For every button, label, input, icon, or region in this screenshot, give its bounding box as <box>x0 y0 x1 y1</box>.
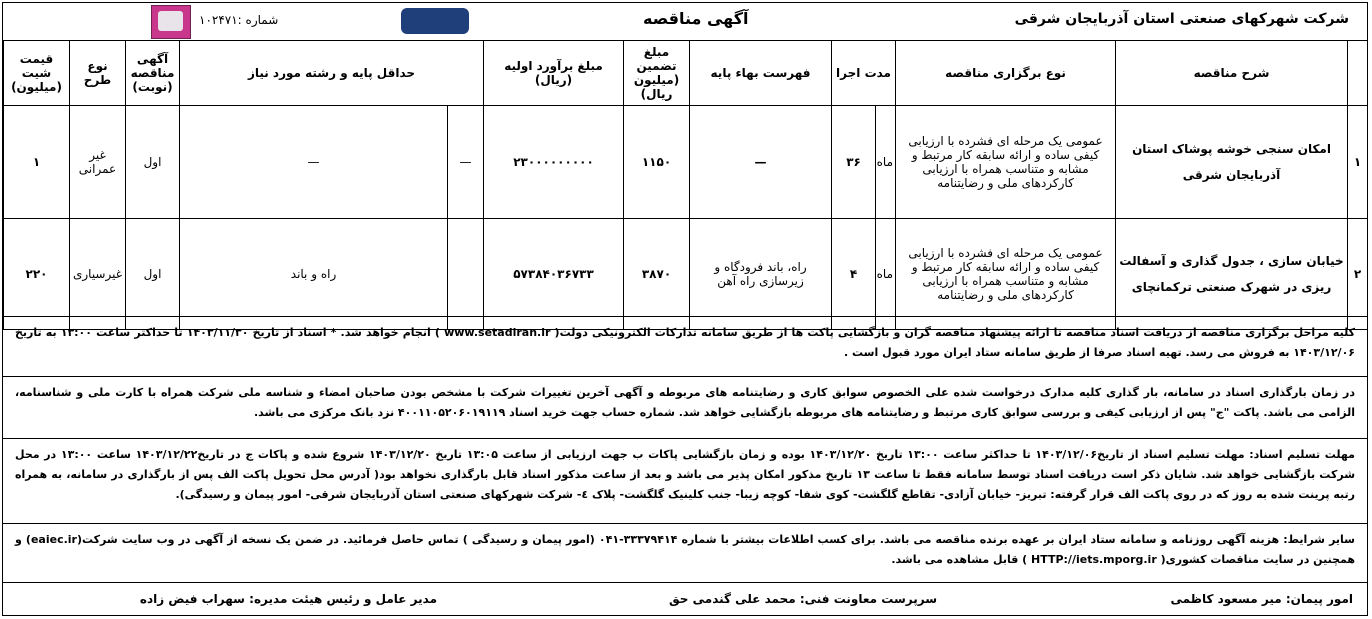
row-guarantee: ۱۱۵۰ <box>624 106 690 219</box>
header-credit: قیمت شیت (میلیون) <box>4 41 70 106</box>
header-duration: مدت اجرا <box>832 41 896 106</box>
row-guarantee: ۳۸۷۰ <box>624 219 690 330</box>
row-description: خیابان سازی ، جدول گذاری و آسفالت ریزی در شهرک صنعتی ترکمانچای <box>1116 219 1348 330</box>
row-price-list: — <box>690 106 832 219</box>
header-description: شرح مناقصه <box>1116 41 1348 106</box>
row-estimate: ۵۷۳۸۴۰۳۶۷۳۳ <box>484 219 624 330</box>
header-guarantee: مبلغ تضمین (میلیون ریال) <box>624 41 690 106</box>
row-price-list: راه، باند فرودگاه و زیرسازی راه آهن <box>690 219 832 330</box>
row-credit: ۱ <box>4 106 70 219</box>
row-plan-type: غیرسیاری <box>70 219 126 330</box>
tender-notice <box>2 2 1368 616</box>
newspaper-logo-icon <box>401 8 469 34</box>
header-plan-type: نوع طرح <box>70 41 126 106</box>
row-duration-value: ۳۶ <box>832 106 876 219</box>
row-min-grade-2 <box>448 219 484 330</box>
row-credit: ۲۲۰ <box>4 219 70 330</box>
row-plan-type: غیر عمرانی <box>70 106 126 219</box>
tender-table <box>3 40 1368 330</box>
contracts-signatory: امور پیمان: میر مسعود کاظمی <box>1170 592 1353 606</box>
header-band <box>3 3 1367 41</box>
signature-row <box>3 582 1367 615</box>
company-name: شرکت شهرکهای صنعتی استان آذربایجان شرقی <box>1014 11 1349 27</box>
row-type: عمومی یک مرحله ای فشرده با ارزیابی کیفی ساده و ارائه سابقه کار مرتبط و مشابه و متناسب همراه با ارزیابی کارکردهای ملی و رضایتنامه <box>896 219 1116 330</box>
row-description: امکان سنجی خوشه پوشاک استان آذربایجان شرقی <box>1116 106 1348 219</box>
table-row <box>4 106 1368 219</box>
table-row <box>4 219 1368 330</box>
technical-signatory: سرپرست معاونت فنی: محمد علی گندمی حق <box>668 592 937 606</box>
header-estimate: مبلغ برآورد اولیه (ریال) <box>484 41 624 106</box>
ceo-signatory: مدیر عامل و رئیس هیئت مدیره: سهراب فیض زاده <box>139 592 437 606</box>
header-no <box>1348 41 1368 106</box>
row-min-grade-2: — <box>448 106 484 219</box>
header-min-grade: حداقل پایه و رشته مورد نیاز <box>180 41 484 106</box>
paragraph-other-terms: سایر شرایط: هزینه آگهی روزنامه و سامانه ستاد ایران بر عهده برنده مناقصه می باشد. برای کسب اطلاعات بیشتر با شماره ۳۳۳۷۹۴۱۴-۰۴۱ (امور پیمان و رسیدگی ) تماس حاصل فرمائید. در ضمن یک نسخه از آگهی در وب سایت شرکت(eaiec.ir) و همچنین در سایت مناقصات کشوری( HTTP://iets.mporg.ir ) قابل مشاهده می باشد. <box>3 523 1367 585</box>
row-number: ۱ <box>1348 106 1368 219</box>
row-number: ۲ <box>1348 219 1368 330</box>
row-min-grade-1: — <box>180 106 448 219</box>
row-duration-unit: ماه <box>876 106 896 219</box>
paragraph-process: کلیه مراحل برگزاری مناقصه از دریافت اسناد مناقصه تا ارائه پیشنهاد مناقصه گران و بازگشایی پاکت ها از طریق سامانه تدارکات الکترونیکی دولت( www.setadiran.ir ) انجام خواهد شد. * اسناد از تاریخ ۱۴۰۳/۱۱/۳۰ تا حداکثر ساعت ۱۳:۰۰ به تاریخ ۱۴۰۳/۱۲/۰۶ به فروش می رسد. تهیه اسناد صرفا از طریق سامانه ستاد ایران مورد قبول است . <box>3 316 1367 376</box>
header-type: نوع برگزاری مناقصه <box>896 41 1116 106</box>
row-estimate: ۲۳۰۰۰۰۰۰۰۰۰ <box>484 106 624 219</box>
header-price-list: فهرست بهاء پایه <box>690 41 832 106</box>
row-ad-round: اول <box>126 219 180 330</box>
company-logo-icon <box>151 5 191 39</box>
serial-number: شماره :۱۰۲۴۷۱ <box>199 13 279 27</box>
header-ad-round: آگهی مناقصه (نوبت) <box>126 41 180 106</box>
paragraph-deadline: مهلت تسلیم اسناد: مهلت تسلیم اسناد از تاریخ۱۴۰۳/۱۲/۰۶ تا حداکثر ساعت ۱۳:۰۰ تاریخ ۱۴۰۳/۱۲/۲۰ بوده و زمان بازگشایی پاکات ب جهت ارزیابی از ساعت ۱۳:۰۵ تاریخ ۱۴۰۳/۱۲/۲۰ شروع شده و پاکات ج در تاریخ۱۴۰۳/۱۲/۲۲ ساعت ۱۳:۰۰ در محل شرکت بازگشایی خواهد شد. شایان ذکر است دریافت اسناد توسط سامانه فقط تا ساعت ۱۳ تاریخ مذکور امکان پذیر می باشد و بعد از ساعت مذکور اسناد قابل بارگذاری نخواهد بود( آدرس محل تحویل پاکت الف پس از بارگذاری در سامانه، به همراه رتبه پرینت شده به روز که در روی پاکت الف قرار گرفته: تبریز- خیابان آزادی- تقاطع گلگشت- کوی شفا- کوچه زیبا- جنب کلینیک گلگشت- پلاک ٤- شرکت شهرکهای صنعتی استان آذربایجان شرقی- امور پیمان و رسیدگی). <box>3 438 1367 523</box>
table-header-row <box>4 41 1368 106</box>
row-duration-unit: ماه <box>876 219 896 330</box>
row-min-grade-1: راه و باند <box>180 219 448 330</box>
row-ad-round: اول <box>126 106 180 219</box>
paragraph-upload: در زمان بارگذاری اسناد در سامانه، بار گذاری کلیه مدارک درخواست شده علی الخصوص سوابق کاری و رضایتنامه های مربوطه و آگهی آخرین تغییرات شرکت با مشخص بودن صاحبان امضاء و شناسه ملی شرکت همراه با کارت ملی و شناسنامه، الزامی می باشد. پاکت "ج" پس از ارزیابی کیفی و بررسی سوابق کاری مرتبط و رضایتنامه های مربوطه بازگشایی خواهد شد. شماره حساب جهت خرید اسناد ۴۰۰۱۱۰۵۲۰۶۰۱۹۱۱۹ نزد بانک مرکزی می باشد. <box>3 376 1367 438</box>
notice-title: آگهی مناقصه <box>643 9 749 28</box>
row-duration-value: ۴ <box>832 219 876 330</box>
row-type: عمومی یک مرحله ای فشرده با ارزیابی کیفی ساده و ارائه سابقه کار مرتبط و مشابه و متناسب همراه با ارزیابی کارکردهای ملی و رضایتنامه <box>896 106 1116 219</box>
